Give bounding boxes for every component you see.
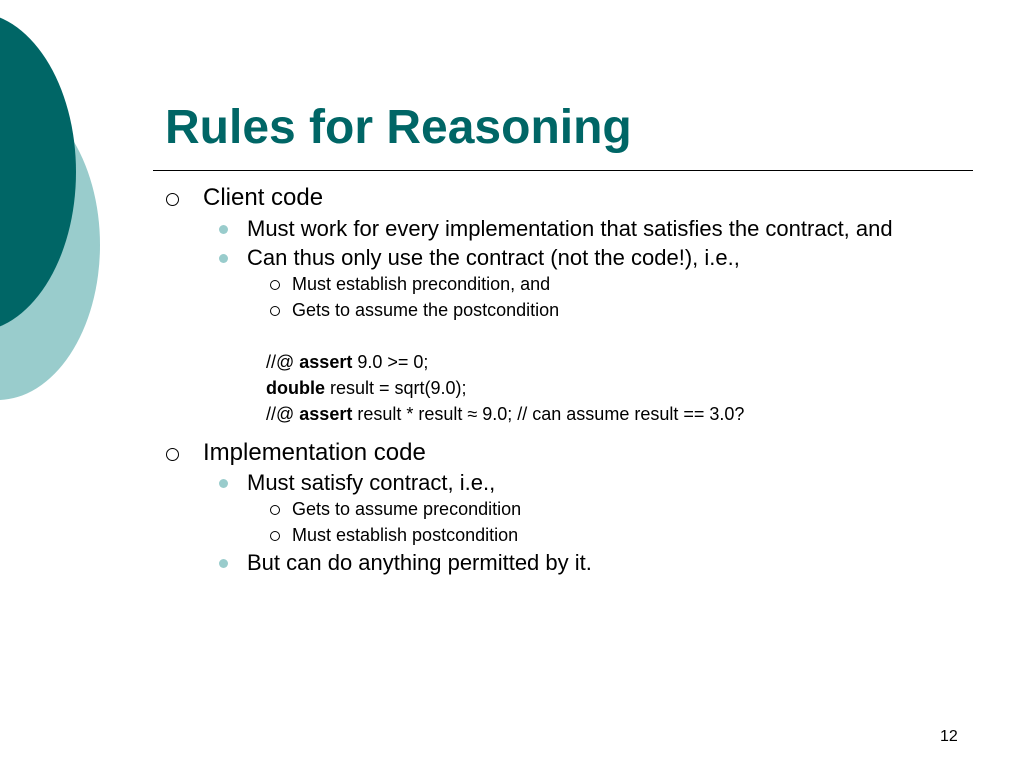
dot-bullet-icon <box>219 225 228 234</box>
implementation-subitem: Gets to assume precondition <box>292 499 522 519</box>
client-item: Can thus only use the contract (not the code!), i.e., <box>247 245 740 270</box>
implementation-heading: Implementation code <box>203 439 426 466</box>
client-subitem: Must establish precondition, and <box>292 274 551 294</box>
dot-bullet-icon <box>219 479 228 488</box>
slide-title: Rules for Reasoning <box>165 101 632 154</box>
code-line: //@ assert 9.0 >= 0; <box>266 352 429 372</box>
dot-bullet-icon <box>219 254 228 263</box>
hollow-circle-bullet-icon <box>270 306 280 316</box>
code-line: double result = sqrt(9.0); <box>266 378 467 398</box>
code-line: //@ assert result * result ≈ 9.0; // can assume result == 3.0? <box>266 404 745 424</box>
title-divider <box>153 170 973 171</box>
client-heading: Client code <box>203 184 324 211</box>
implementation-subitem: Must establish postcondition <box>292 525 519 545</box>
hollow-circle-bullet-icon <box>166 448 179 461</box>
implementation-item: Must satisfy contract, i.e., <box>247 470 496 495</box>
hollow-circle-bullet-icon <box>166 193 179 206</box>
hollow-circle-bullet-icon <box>270 280 280 290</box>
page-number: 12 <box>940 728 958 745</box>
dot-bullet-icon <box>219 559 228 568</box>
client-item: Must work for every implementation that satisfies the contract, and <box>247 216 893 241</box>
hollow-circle-bullet-icon <box>270 505 280 515</box>
implementation-item: But can do anything permitted by it. <box>247 550 592 575</box>
hollow-circle-bullet-icon <box>270 531 280 541</box>
client-subitem: Gets to assume the postcondition <box>292 300 560 320</box>
